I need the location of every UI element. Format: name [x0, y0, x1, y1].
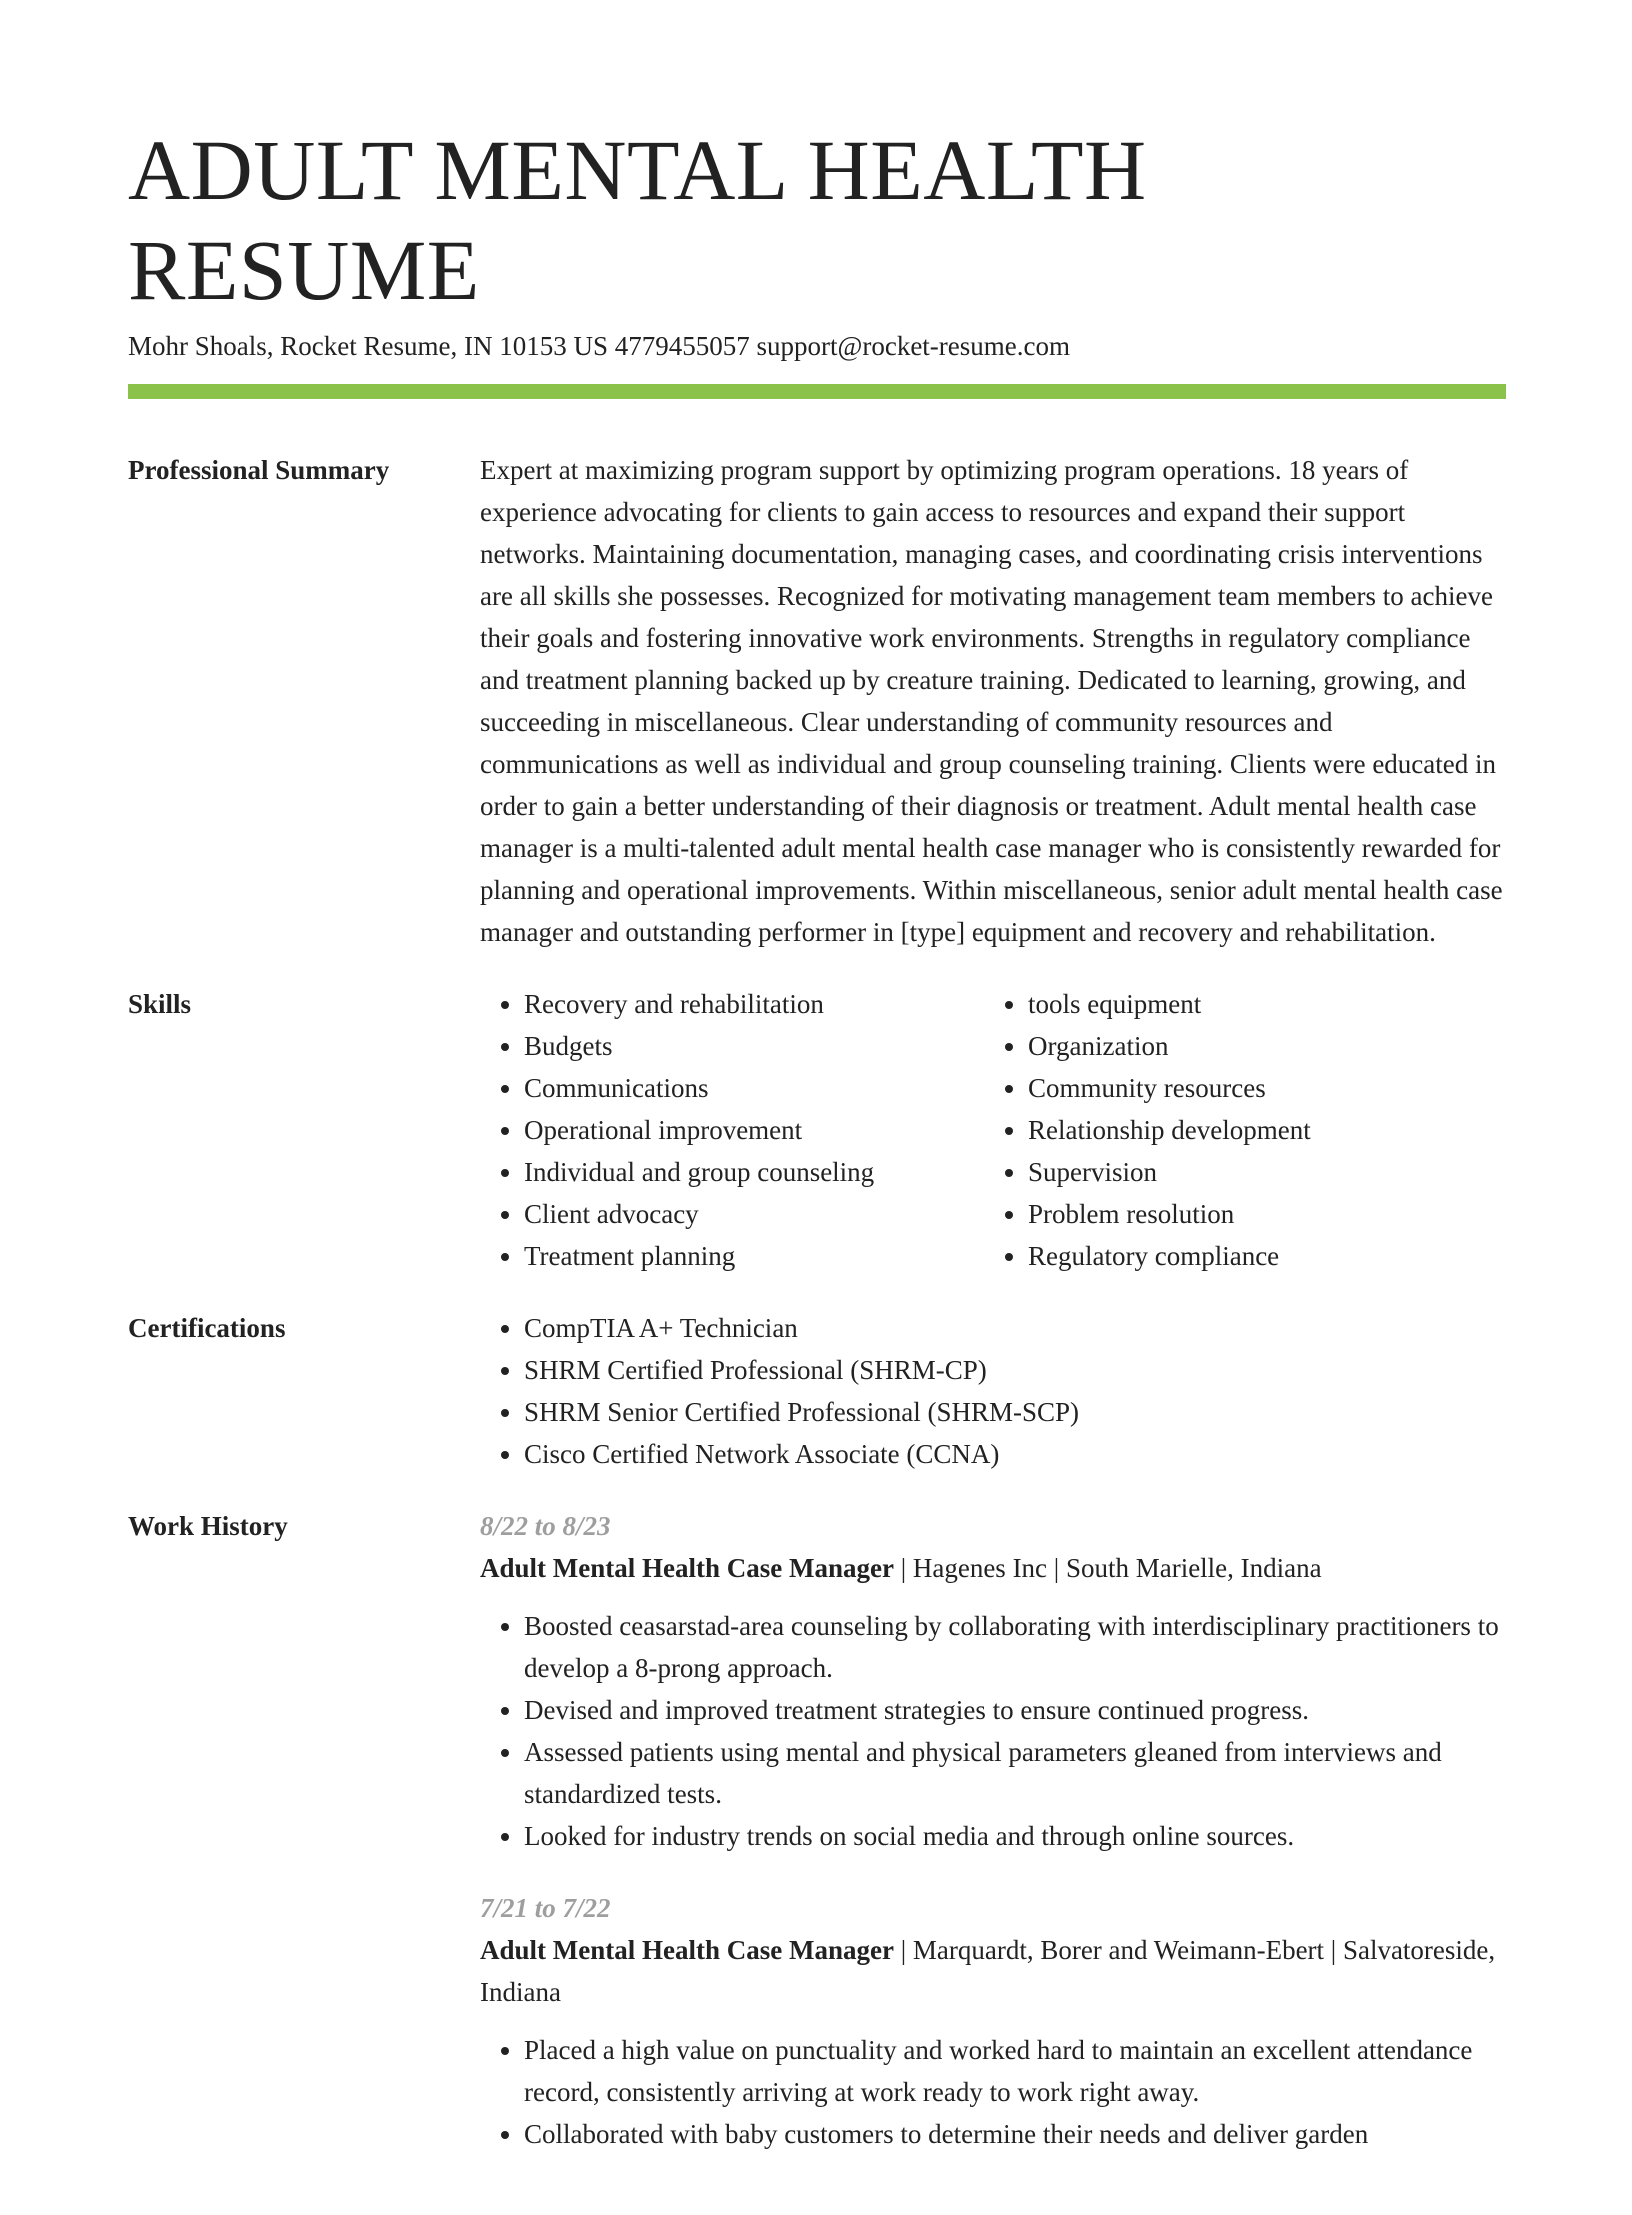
summary-body [480, 449, 1506, 953]
job-entry [480, 1505, 1506, 1857]
job-details: | Hagenes Inc | South Marielle, Indiana [893, 1553, 1322, 1583]
skill-item: • Recovery and rehabilitation [524, 983, 984, 1025]
section-skills [128, 983, 1506, 1277]
section-label-skills: Skills [128, 989, 192, 1019]
job-title: Adult Mental Health Case Manager [480, 1553, 894, 1583]
skill-item: • tools equipment [1028, 983, 1488, 1025]
job-title-line [480, 1929, 1506, 2013]
certification-item: • SHRM Senior Certified Professional (SHRM-SCP) [524, 1391, 1506, 1433]
skill-item: • Problem resolution [1028, 1193, 1488, 1235]
job-bullet: • Devised and improved treatment strategies to ensure continued progress. [524, 1689, 1506, 1731]
certifications-body [480, 1307, 1506, 1475]
skill-item: • Treatment planning [524, 1235, 984, 1277]
job-dates: 7/21 to 7/22 [480, 1893, 611, 1923]
skill-item: • Regulatory compliance [1028, 1235, 1488, 1277]
summary-text: Expert at maximizing program support by optimizing program operations. 18 years of experience advocating for clients to gain access to resources and expand their support networks. Maintaining documentation, managing cases, and coordinating crisis interventions are all skills she possesses. Recognized for motivating management team members to achieve their goals and fostering innovative work environments. Strengths in regulatory compliance and treatment planning backed up by creature training. Dedicated to learning, growing, and succeeding in miscellaneous. Clear understanding of community resources and communications as well as individual and group counseling training. Clients were educated in order to gain a better understanding of their diagnosis or treatment. Adult mental health case manager is a multi-talented adult mental health case manager who is consistently rewarded for planning and operational improvements. Within miscellaneous, senior adult mental health case manager and outstanding performer in [type] equipment and recovery and rehabilitation. [480, 455, 1503, 947]
job-title-line [480, 1547, 1506, 1589]
skills-body [480, 983, 1506, 1277]
skills-grid [480, 983, 1506, 1277]
skills-column-2 [984, 983, 1488, 1277]
resume-title: ADULT MENTAL HEALTH RESUME [128, 122, 1147, 318]
job-title: Adult Mental Health Case Manager [480, 1935, 894, 1965]
job-bullet: • Placed a high value on punctuality and worked hard to maintain an excellent attendance record, consistently arriving at work ready to work right away. [524, 2029, 1506, 2113]
resume-page [128, 120, 1506, 2215]
section-label-certifications: Certifications [128, 1313, 286, 1343]
skill-item: • Relationship development [1028, 1109, 1488, 1151]
certification-item: • Cisco Certified Network Associate (CCNA) [524, 1433, 1506, 1475]
job-bullet: • Collaborated with baby customers to determine their needs and deliver garden [524, 2113, 1506, 2155]
skills-column-1 [480, 983, 984, 1277]
section-label-summary: Professional Summary [128, 455, 390, 485]
skill-item: • Individual and group counseling [524, 1151, 984, 1193]
section-work-history [128, 1505, 1506, 2185]
skill-item: • Organization [1028, 1025, 1488, 1067]
job-bullets [480, 1605, 1506, 1857]
job-entry [480, 1887, 1506, 2155]
skill-item: • Supervision [1028, 1151, 1488, 1193]
skill-item: • Operational improvement [524, 1109, 984, 1151]
section-certifications [128, 1307, 1506, 1475]
work-history-body [480, 1505, 1506, 2185]
job-bullet: • Assessed patients using mental and physical parameters gleaned from interviews and standardized tests. [524, 1731, 1506, 1815]
skill-item: • Client advocacy [524, 1193, 984, 1235]
skill-item: • Community resources [1028, 1067, 1488, 1109]
section-label-work-history: Work History [128, 1511, 288, 1541]
certification-item: • SHRM Certified Professional (SHRM-CP) [524, 1349, 1506, 1391]
contact-email: support@rocket-resume.com [756, 331, 1071, 361]
contact-line [128, 328, 1506, 364]
contact-address: Mohr Shoals, Rocket Resume, IN 10153 US [128, 331, 608, 361]
skill-item: • Budgets [524, 1025, 984, 1067]
certifications-list [480, 1307, 1506, 1475]
certification-item: • CompTIA A+ Technician [524, 1307, 1506, 1349]
section-professional-summary [128, 449, 1506, 953]
contact-phone: 4779455057 [614, 331, 750, 361]
skill-item: • Communications [524, 1067, 984, 1109]
header-divider [128, 384, 1506, 399]
job-details: | Marquardt, Borer and Weimann-Ebert | Salvatoreside, Indiana [480, 1935, 1496, 2007]
job-bullet: • Boosted ceasarstad-area counseling by collaborating with interdisciplinary practitioners to develop a 8-prong approach. [524, 1605, 1506, 1689]
job-bullets [480, 2029, 1506, 2155]
job-bullet: • Looked for industry trends on social media and through online sources. [524, 1815, 1506, 1857]
job-dates: 8/22 to 8/23 [480, 1511, 611, 1541]
